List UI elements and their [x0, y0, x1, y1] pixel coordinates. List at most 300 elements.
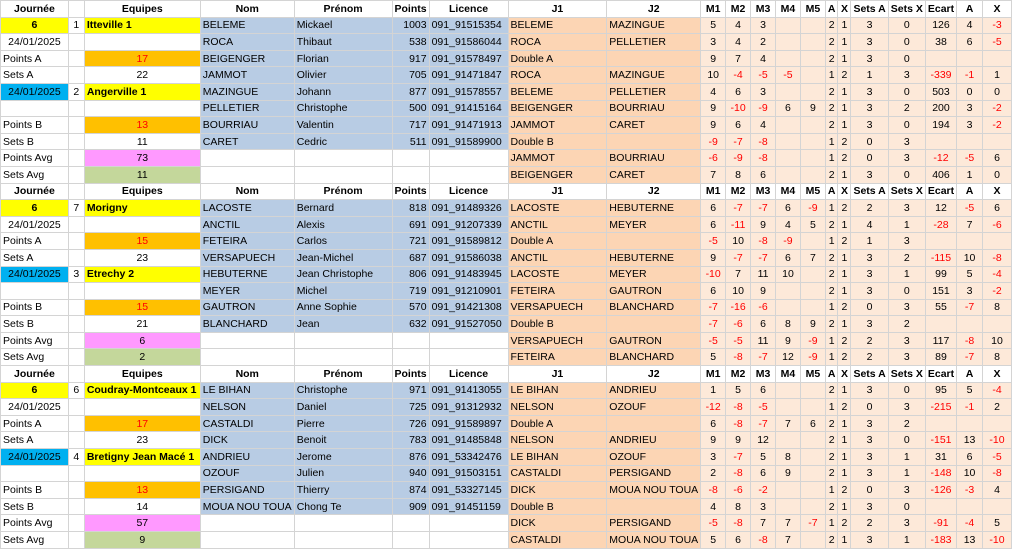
match-set-score[interactable]: -16 [726, 299, 751, 316]
match-x[interactable]: 2 [838, 482, 851, 499]
team-b-name[interactable]: Angerville 1 [84, 83, 200, 100]
match-set-score[interactable]: 7 [701, 166, 726, 183]
match-set-score[interactable]: -7 [726, 449, 751, 466]
match-set-score[interactable]: -8 [751, 532, 776, 549]
match-j2[interactable]: GAUTRON [607, 283, 701, 300]
match-sets-x[interactable]: 1 [888, 449, 925, 466]
cell[interactable] [68, 249, 84, 266]
player-name[interactable]: PELLETIER [200, 100, 294, 117]
match-ecart[interactable]: 194 [925, 117, 956, 134]
match-a[interactable]: 2 [825, 17, 838, 34]
match-set-score[interactable]: 7 [800, 249, 825, 266]
player-name[interactable]: LACOSTE [200, 200, 294, 217]
match-ecart[interactable] [925, 233, 956, 250]
match-set-score[interactable] [800, 299, 825, 316]
match-set-score[interactable]: -10 [701, 266, 726, 283]
match-set-score[interactable]: -4 [726, 67, 751, 84]
match-j2[interactable]: GAUTRON [607, 332, 701, 349]
cell[interactable] [84, 100, 200, 117]
match-sets-x[interactable]: 3 [888, 482, 925, 499]
match-set-score[interactable]: -6 [701, 150, 726, 167]
match-j2[interactable]: BLANCHARD [607, 299, 701, 316]
player-name[interactable]: VERSAPUECH [200, 249, 294, 266]
match-set-score[interactable]: 5 [751, 449, 776, 466]
player-licence[interactable]: 091_91451159 [429, 498, 508, 515]
match-ecart-a[interactable]: -5 [957, 150, 983, 167]
match-sets-a[interactable]: 0 [851, 399, 888, 416]
match-x[interactable]: 1 [838, 17, 851, 34]
team-b-number[interactable]: 2 [68, 83, 84, 100]
points-avg-value[interactable]: 6 [84, 332, 200, 349]
match-set-score[interactable]: -9 [800, 332, 825, 349]
match-ecart-x[interactable]: 10 [983, 332, 1012, 349]
match-j1[interactable]: NELSON [508, 432, 607, 449]
match-set-score[interactable] [800, 117, 825, 134]
date-value[interactable]: 24/01/2025 [1, 449, 69, 466]
match-set-score[interactable] [800, 449, 825, 466]
match-set-score[interactable]: 9 [800, 100, 825, 117]
match-set-score[interactable] [800, 83, 825, 100]
match-sets-a[interactable]: 1 [851, 67, 888, 84]
match-ecart-a[interactable]: 5 [957, 382, 983, 399]
match-ecart[interactable]: -126 [925, 482, 956, 499]
match-ecart-a[interactable]: 5 [957, 266, 983, 283]
match-ecart[interactable] [925, 415, 956, 432]
match-j1[interactable]: CASTALDI [508, 532, 607, 549]
match-ecart-a[interactable]: 6 [957, 34, 983, 51]
match-sets-a[interactable]: 2 [851, 515, 888, 532]
match-set-score[interactable]: 9 [726, 432, 751, 449]
label-points-b[interactable]: Points B [1, 482, 69, 499]
team-b-sets[interactable]: 21 [84, 316, 200, 333]
cell[interactable] [68, 399, 84, 416]
match-x[interactable]: 1 [838, 34, 851, 51]
match-sets-x[interactable]: 0 [888, 17, 925, 34]
match-set-score[interactable]: 4 [751, 50, 776, 67]
match-sets-a[interactable]: 3 [851, 432, 888, 449]
cell[interactable] [68, 532, 84, 549]
cell[interactable] [68, 332, 84, 349]
match-set-score[interactable] [776, 50, 801, 67]
player-points[interactable]: 570 [392, 299, 429, 316]
player-licence[interactable]: 091_91503151 [429, 465, 508, 482]
match-ecart[interactable] [925, 498, 956, 515]
match-set-score[interactable]: -8 [751, 233, 776, 250]
match-set-score[interactable] [800, 133, 825, 150]
match-sets-a[interactable]: 3 [851, 283, 888, 300]
match-set-score[interactable]: -5 [776, 67, 801, 84]
match-set-score[interactable]: -11 [726, 216, 751, 233]
label-sets-avg[interactable]: Sets Avg [1, 166, 69, 183]
cell[interactable] [392, 532, 429, 549]
player-licence[interactable]: 091_91483945 [429, 266, 508, 283]
match-set-score[interactable]: 6 [701, 415, 726, 432]
date-value[interactable]: 24/01/2025 [1, 216, 69, 233]
player-points[interactable]: 500 [392, 100, 429, 117]
match-set-score[interactable]: 12 [776, 349, 801, 366]
player-name[interactable]: MAZINGUE [200, 83, 294, 100]
cell[interactable] [68, 498, 84, 515]
team-b-number[interactable]: 3 [68, 266, 84, 283]
match-ecart[interactable] [925, 316, 956, 333]
match-set-score[interactable]: 8 [726, 166, 751, 183]
match-set-score[interactable]: -12 [701, 399, 726, 416]
player-points[interactable]: 691 [392, 216, 429, 233]
match-set-score[interactable]: 9 [800, 316, 825, 333]
match-x[interactable]: 1 [838, 532, 851, 549]
match-ecart-a[interactable] [957, 233, 983, 250]
match-sets-a[interactable]: 3 [851, 266, 888, 283]
player-licence[interactable]: 091_91578557 [429, 83, 508, 100]
match-ecart-x[interactable]: -6 [983, 216, 1012, 233]
cell[interactable] [68, 349, 84, 366]
match-j2[interactable] [607, 133, 701, 150]
match-ecart[interactable]: -115 [925, 249, 956, 266]
match-sets-x[interactable]: 2 [888, 316, 925, 333]
team-a-sets[interactable]: 23 [84, 249, 200, 266]
match-j1[interactable]: Double A [508, 50, 607, 67]
match-set-score[interactable]: 5 [701, 532, 726, 549]
team-a-points[interactable]: 17 [84, 50, 200, 67]
match-ecart-x[interactable]: 5 [983, 515, 1012, 532]
match-sets-x[interactable]: 3 [888, 349, 925, 366]
journee-value[interactable]: 6 [1, 382, 69, 399]
cell[interactable] [294, 166, 392, 183]
match-set-score[interactable]: -9 [726, 150, 751, 167]
label-sets-a[interactable]: Sets A [1, 249, 69, 266]
match-j2[interactable] [607, 316, 701, 333]
match-j2[interactable]: PERSIGAND [607, 465, 701, 482]
match-sets-x[interactable]: 0 [888, 34, 925, 51]
match-ecart-a[interactable]: 3 [957, 100, 983, 117]
match-ecart-a[interactable]: 3 [957, 283, 983, 300]
match-ecart[interactable]: 31 [925, 449, 956, 466]
match-j2[interactable]: PELLETIER [607, 34, 701, 51]
match-set-score[interactable]: 9 [751, 216, 776, 233]
player-points[interactable]: 783 [392, 432, 429, 449]
player-points[interactable]: 917 [392, 50, 429, 67]
player-firstname[interactable]: Christophe [294, 382, 392, 399]
player-name[interactable]: GAUTRON [200, 299, 294, 316]
player-name[interactable]: DICK [200, 432, 294, 449]
player-points[interactable]: 909 [392, 498, 429, 515]
match-set-score[interactable]: -9 [800, 200, 825, 217]
match-x[interactable]: 2 [838, 150, 851, 167]
match-j1[interactable]: FETEIRA [508, 349, 607, 366]
match-ecart-a[interactable]: 10 [957, 465, 983, 482]
match-set-score[interactable]: 6 [776, 200, 801, 217]
match-a[interactable]: 2 [825, 498, 838, 515]
match-x[interactable]: 1 [838, 117, 851, 134]
cell[interactable] [429, 332, 508, 349]
player-firstname[interactable]: Anne Sophie [294, 299, 392, 316]
match-sets-x[interactable]: 3 [888, 332, 925, 349]
match-set-score[interactable]: -5 [701, 332, 726, 349]
match-sets-a[interactable]: 3 [851, 34, 888, 51]
player-licence[interactable]: 091_91413055 [429, 382, 508, 399]
match-set-score[interactable]: 7 [776, 415, 801, 432]
team-b-name[interactable]: Etrechy 2 [84, 266, 200, 283]
cell[interactable] [68, 117, 84, 134]
match-set-score[interactable]: 4 [726, 34, 751, 51]
match-sets-x[interactable]: 2 [888, 415, 925, 432]
player-points[interactable]: 511 [392, 133, 429, 150]
match-set-score[interactable]: -7 [751, 200, 776, 217]
match-set-score[interactable]: -9 [701, 133, 726, 150]
match-ecart[interactable]: 38 [925, 34, 956, 51]
match-ecart-x[interactable]: -5 [983, 34, 1012, 51]
match-ecart[interactable]: 12 [925, 200, 956, 217]
match-ecart-a[interactable]: 1 [957, 166, 983, 183]
match-sets-a[interactable]: 3 [851, 382, 888, 399]
match-ecart-a[interactable]: 13 [957, 432, 983, 449]
match-j2[interactable]: MEYER [607, 266, 701, 283]
match-set-score[interactable]: -10 [726, 100, 751, 117]
cell[interactable] [68, 67, 84, 84]
match-ecart-a[interactable]: -8 [957, 332, 983, 349]
player-firstname[interactable]: Florian [294, 50, 392, 67]
match-x[interactable]: 1 [838, 100, 851, 117]
match-set-score[interactable]: 8 [776, 449, 801, 466]
match-sets-a[interactable]: 0 [851, 299, 888, 316]
player-name[interactable]: BELEME [200, 17, 294, 34]
match-ecart[interactable]: -91 [925, 515, 956, 532]
player-points[interactable]: 705 [392, 67, 429, 84]
cell[interactable] [200, 332, 294, 349]
match-ecart-x[interactable]: -3 [983, 17, 1012, 34]
cell[interactable] [429, 150, 508, 167]
match-set-score[interactable]: -6 [726, 316, 751, 333]
match-ecart-a[interactable] [957, 316, 983, 333]
match-a[interactable]: 1 [825, 349, 838, 366]
match-set-score[interactable]: 3 [701, 34, 726, 51]
match-ecart-x[interactable]: -2 [983, 283, 1012, 300]
points-avg-value[interactable]: 73 [84, 150, 200, 167]
match-ecart-x[interactable] [983, 316, 1012, 333]
cell[interactable] [68, 50, 84, 67]
match-set-score[interactable]: 7 [726, 50, 751, 67]
player-name[interactable]: NELSON [200, 399, 294, 416]
date-value[interactable]: 24/01/2025 [1, 266, 69, 283]
match-x[interactable]: 1 [838, 316, 851, 333]
match-set-score[interactable]: -7 [751, 415, 776, 432]
points-avg-value[interactable]: 57 [84, 515, 200, 532]
match-a[interactable]: 1 [825, 233, 838, 250]
match-set-score[interactable] [800, 67, 825, 84]
match-set-score[interactable]: -7 [726, 133, 751, 150]
cell[interactable] [84, 465, 200, 482]
player-points[interactable]: 632 [392, 316, 429, 333]
match-j1[interactable]: BEIGENGER [508, 100, 607, 117]
match-a[interactable]: 2 [825, 532, 838, 549]
match-sets-x[interactable]: 1 [888, 465, 925, 482]
cell[interactable] [200, 349, 294, 366]
team-a-name[interactable]: Morigny [84, 200, 200, 217]
sets-avg-value[interactable]: 11 [84, 166, 200, 183]
player-name[interactable]: MOUA NOU TOUA [200, 498, 294, 515]
match-ecart-a[interactable]: -7 [957, 349, 983, 366]
cell[interactable] [392, 332, 429, 349]
match-set-score[interactable]: 7 [751, 515, 776, 532]
player-licence[interactable]: 091_91210901 [429, 283, 508, 300]
label-sets-b[interactable]: Sets B [1, 133, 69, 150]
match-set-score[interactable]: -8 [751, 133, 776, 150]
match-set-score[interactable]: -8 [726, 415, 751, 432]
match-sets-x[interactable]: 0 [888, 166, 925, 183]
player-firstname[interactable]: Bernard [294, 200, 392, 217]
player-firstname[interactable]: Jean Christophe [294, 266, 392, 283]
match-ecart[interactable]: 89 [925, 349, 956, 366]
match-sets-x[interactable]: 3 [888, 299, 925, 316]
match-sets-x[interactable]: 3 [888, 67, 925, 84]
match-x[interactable]: 2 [838, 349, 851, 366]
match-a[interactable]: 1 [825, 399, 838, 416]
match-set-score[interactable]: -7 [726, 200, 751, 217]
match-set-score[interactable]: 6 [751, 316, 776, 333]
match-set-score[interactable]: -5 [751, 399, 776, 416]
cell[interactable] [84, 216, 200, 233]
match-set-score[interactable]: -7 [800, 515, 825, 532]
player-name[interactable]: ANDRIEU [200, 449, 294, 466]
match-ecart[interactable]: 406 [925, 166, 956, 183]
match-set-score[interactable]: 10 [701, 67, 726, 84]
match-ecart-x[interactable] [983, 50, 1012, 67]
match-x[interactable]: 1 [838, 382, 851, 399]
match-set-score[interactable]: 7 [726, 266, 751, 283]
match-set-score[interactable]: -6 [751, 299, 776, 316]
match-set-score[interactable]: 9 [701, 249, 726, 266]
match-sets-a[interactable]: 3 [851, 532, 888, 549]
player-points[interactable]: 717 [392, 117, 429, 134]
date-value[interactable]: 24/01/2025 [1, 83, 69, 100]
match-set-score[interactable]: -5 [701, 233, 726, 250]
player-points[interactable]: 721 [392, 233, 429, 250]
match-set-score[interactable] [776, 34, 801, 51]
player-name[interactable]: LE BIHAN [200, 382, 294, 399]
player-name[interactable]: BLANCHARD [200, 316, 294, 333]
date-value[interactable]: 24/01/2025 [1, 34, 69, 51]
team-b-points[interactable]: 13 [84, 117, 200, 134]
match-sets-x[interactable]: 0 [888, 283, 925, 300]
match-a[interactable]: 2 [825, 316, 838, 333]
match-set-score[interactable] [800, 482, 825, 499]
match-sets-x[interactable]: 2 [888, 100, 925, 117]
cell[interactable] [68, 133, 84, 150]
match-set-score[interactable]: 4 [776, 216, 801, 233]
match-a[interactable]: 2 [825, 465, 838, 482]
match-x[interactable]: 2 [838, 233, 851, 250]
cell[interactable] [200, 532, 294, 549]
match-sets-a[interactable]: 0 [851, 150, 888, 167]
match-set-score[interactable]: 6 [751, 382, 776, 399]
match-a[interactable]: 2 [825, 249, 838, 266]
match-set-score[interactable] [800, 50, 825, 67]
player-firstname[interactable]: Jean-Michel [294, 249, 392, 266]
match-set-score[interactable]: -2 [751, 482, 776, 499]
player-points[interactable]: 1003 [392, 17, 429, 34]
match-a[interactable]: 2 [825, 415, 838, 432]
match-j2[interactable]: MOUA NOU TOUA [607, 482, 701, 499]
match-set-score[interactable]: 7 [776, 532, 801, 549]
match-set-score[interactable]: 10 [776, 266, 801, 283]
match-sets-a[interactable]: 4 [851, 216, 888, 233]
match-set-score[interactable]: -9 [776, 233, 801, 250]
cell[interactable] [68, 299, 84, 316]
match-set-score[interactable]: 10 [726, 233, 751, 250]
cell[interactable] [84, 399, 200, 416]
player-firstname[interactable]: Benoit [294, 432, 392, 449]
match-j2[interactable] [607, 498, 701, 515]
match-j2[interactable]: ANDRIEU [607, 382, 701, 399]
match-j2[interactable] [607, 50, 701, 67]
match-j2[interactable]: PERSIGAND [607, 515, 701, 532]
match-a[interactable]: 1 [825, 200, 838, 217]
match-ecart-a[interactable] [957, 415, 983, 432]
match-ecart[interactable]: -12 [925, 150, 956, 167]
match-ecart-a[interactable]: -4 [957, 515, 983, 532]
match-set-score[interactable]: 4 [701, 498, 726, 515]
match-j2[interactable] [607, 233, 701, 250]
match-sets-a[interactable]: 3 [851, 100, 888, 117]
cell[interactable] [294, 150, 392, 167]
player-licence[interactable]: 091_91515354 [429, 17, 508, 34]
label-sets-b[interactable]: Sets B [1, 498, 69, 515]
team-a-points[interactable]: 15 [84, 233, 200, 250]
match-set-score[interactable] [800, 34, 825, 51]
match-set-score[interactable] [800, 233, 825, 250]
match-a[interactable]: 1 [825, 482, 838, 499]
cell[interactable] [68, 465, 84, 482]
player-firstname[interactable]: Daniel [294, 399, 392, 416]
match-ecart-x[interactable]: 2 [983, 399, 1012, 416]
match-sets-a[interactable]: 3 [851, 83, 888, 100]
match-sets-a[interactable]: 3 [851, 498, 888, 515]
match-ecart[interactable]: 117 [925, 332, 956, 349]
match-set-score[interactable]: 6 [800, 415, 825, 432]
cell[interactable] [429, 515, 508, 532]
match-x[interactable]: 1 [838, 266, 851, 283]
match-ecart-x[interactable]: -8 [983, 249, 1012, 266]
match-set-score[interactable] [776, 299, 801, 316]
cell[interactable] [294, 332, 392, 349]
cell[interactable] [68, 34, 84, 51]
team-a-number[interactable]: 1 [68, 17, 84, 34]
player-name[interactable]: BEIGENGER [200, 50, 294, 67]
match-set-score[interactable] [800, 266, 825, 283]
match-set-score[interactable]: -8 [726, 465, 751, 482]
match-j1[interactable]: BELEME [508, 17, 607, 34]
match-sets-a[interactable]: 3 [851, 166, 888, 183]
cell[interactable] [68, 100, 84, 117]
player-licence[interactable]: 091_91586038 [429, 249, 508, 266]
match-j2[interactable]: HEBUTERNE [607, 249, 701, 266]
match-sets-x[interactable]: 0 [888, 498, 925, 515]
label-sets-b[interactable]: Sets B [1, 316, 69, 333]
cell[interactable] [429, 166, 508, 183]
cell[interactable] [84, 283, 200, 300]
player-points[interactable]: 719 [392, 283, 429, 300]
match-ecart-x[interactable]: 6 [983, 200, 1012, 217]
match-set-score[interactable]: 3 [701, 449, 726, 466]
match-j1[interactable]: DICK [508, 515, 607, 532]
player-licence[interactable]: 091_91207339 [429, 216, 508, 233]
player-firstname[interactable]: Carlos [294, 233, 392, 250]
match-j2[interactable]: CARET [607, 166, 701, 183]
match-ecart[interactable]: -148 [925, 465, 956, 482]
match-ecart[interactable]: 95 [925, 382, 956, 399]
team-a-points[interactable]: 17 [84, 415, 200, 432]
team-a-sets[interactable]: 23 [84, 432, 200, 449]
